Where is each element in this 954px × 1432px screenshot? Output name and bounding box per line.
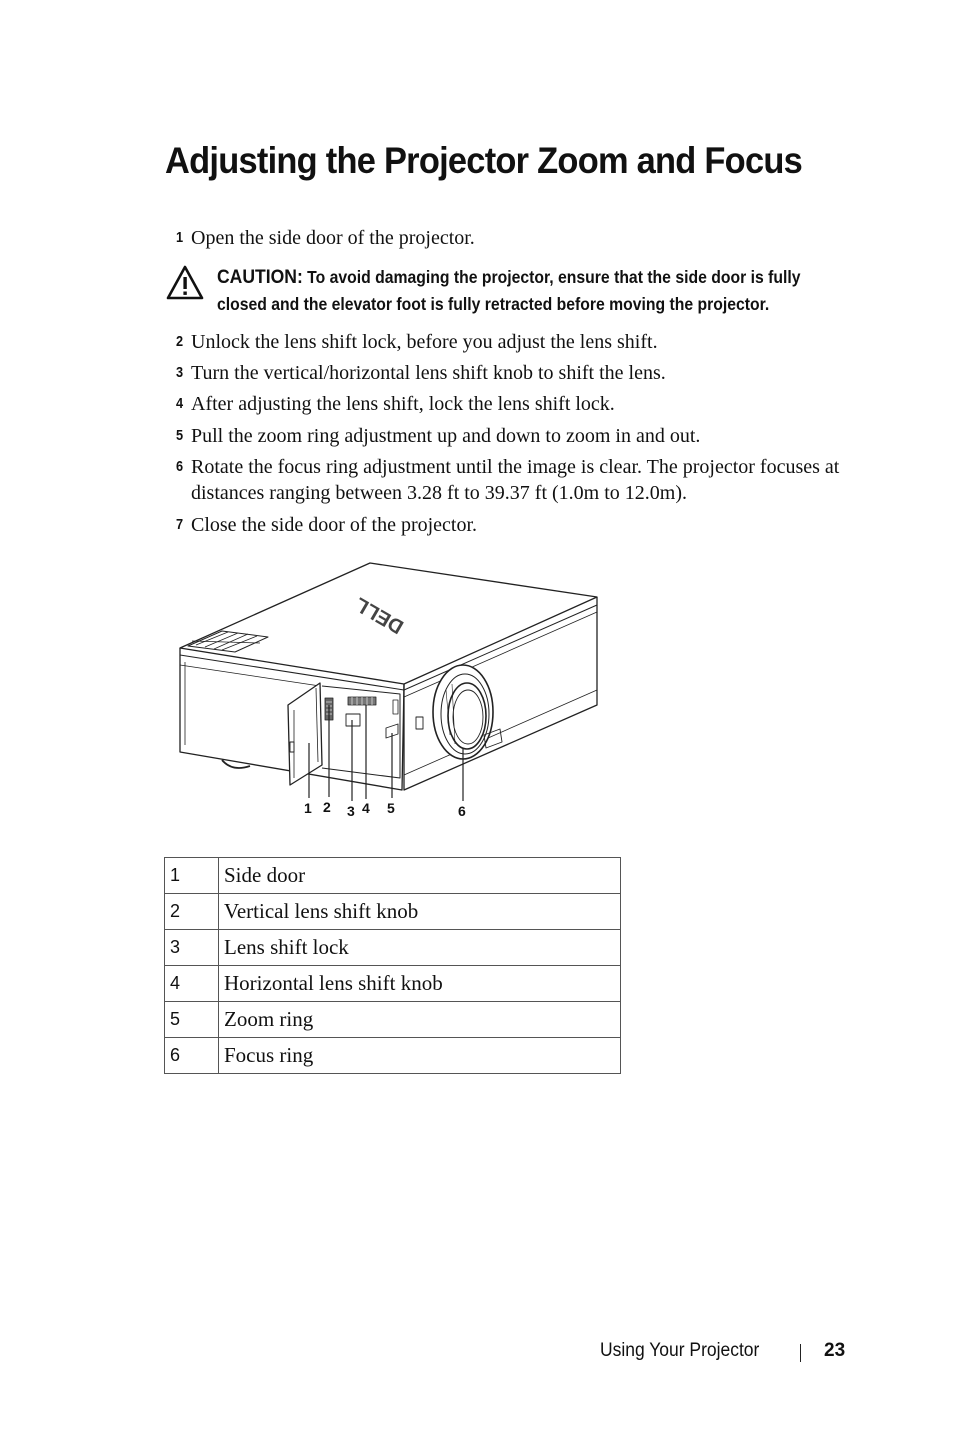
legend-label: Zoom ring (219, 1002, 621, 1038)
page-title: Adjusting the Projector Zoom and Focus (165, 140, 803, 181)
legend-label: Side door (219, 858, 621, 894)
step-2 (176, 329, 906, 355)
step-1 (176, 225, 906, 251)
callout-1: 1 (304, 800, 312, 816)
table-row (165, 966, 621, 1002)
step-text: Turn the vertical/horizontal lens shift knob to shift the lens. (191, 362, 666, 384)
warning-triangle-icon (165, 264, 205, 302)
step-3 (176, 360, 906, 386)
legend-number: 1 (165, 858, 219, 894)
page-number: 23 (824, 1340, 846, 1361)
legend-number: 5 (165, 1002, 219, 1038)
step-text: After adjusting the lens shift, lock the lens shift lock. (191, 393, 615, 415)
step-text: Open the side door of the projector. (191, 227, 475, 249)
callout-6: 6 (458, 803, 466, 819)
step-6 (176, 454, 906, 506)
caution-text (217, 264, 838, 318)
caution-body: To avoid damaging the projector, ensure that the side door is fully closed and the elevator foot is fully retracted before moving the projector. (217, 267, 801, 314)
legend-number: 4 (165, 966, 219, 1002)
callout-2: 2 (323, 799, 331, 815)
table-row (165, 1038, 621, 1074)
projector-diagram (170, 560, 610, 820)
step-number: 6 (176, 458, 184, 475)
legend-label: Lens shift lock (219, 930, 621, 966)
step-number: 2 (176, 333, 184, 350)
step-text: Pull the zoom ring adjustment up and down to zoom in and out. (191, 425, 701, 447)
table-row (165, 894, 621, 930)
table-row (165, 858, 621, 894)
step-5 (176, 423, 906, 449)
callout-4: 4 (362, 800, 370, 816)
legend-label: Focus ring (219, 1038, 621, 1074)
step-text: Rotate the focus ring adjustment until the image is clear. The projector focuses at distances ranging between 3.28 ft to 39.37 ft (1.0m to 12.0m). (191, 456, 840, 504)
step-number: 4 (176, 395, 184, 412)
step-4 (176, 391, 906, 417)
step-number: 7 (176, 516, 184, 533)
footer-section-title: Using Your Projector (600, 1340, 760, 1361)
page-footer (600, 1340, 846, 1362)
step-number: 3 (176, 364, 184, 381)
step-text: Unlock the lens shift lock, before you adjust the lens shift. (191, 331, 658, 353)
step-text: Close the side door of the projector. (191, 514, 478, 536)
table-row (165, 930, 621, 966)
table-row (165, 1002, 621, 1038)
legend-label: Horizontal lens shift knob (219, 966, 621, 1002)
dell-logo: DELL (351, 592, 408, 638)
legend-number: 2 (165, 894, 219, 930)
legend-number: 6 (165, 1038, 219, 1074)
step-number: 5 (176, 427, 184, 444)
callout-5: 5 (387, 800, 395, 816)
callout-3: 3 (347, 803, 355, 819)
footer-divider (800, 1344, 801, 1362)
caution-label: CAUTION: (217, 266, 303, 288)
step-number: 1 (176, 229, 184, 246)
callout-legend-table (164, 857, 621, 1074)
step-7 (176, 512, 906, 538)
legend-number: 3 (165, 930, 219, 966)
legend-label: Vertical lens shift knob (219, 894, 621, 930)
